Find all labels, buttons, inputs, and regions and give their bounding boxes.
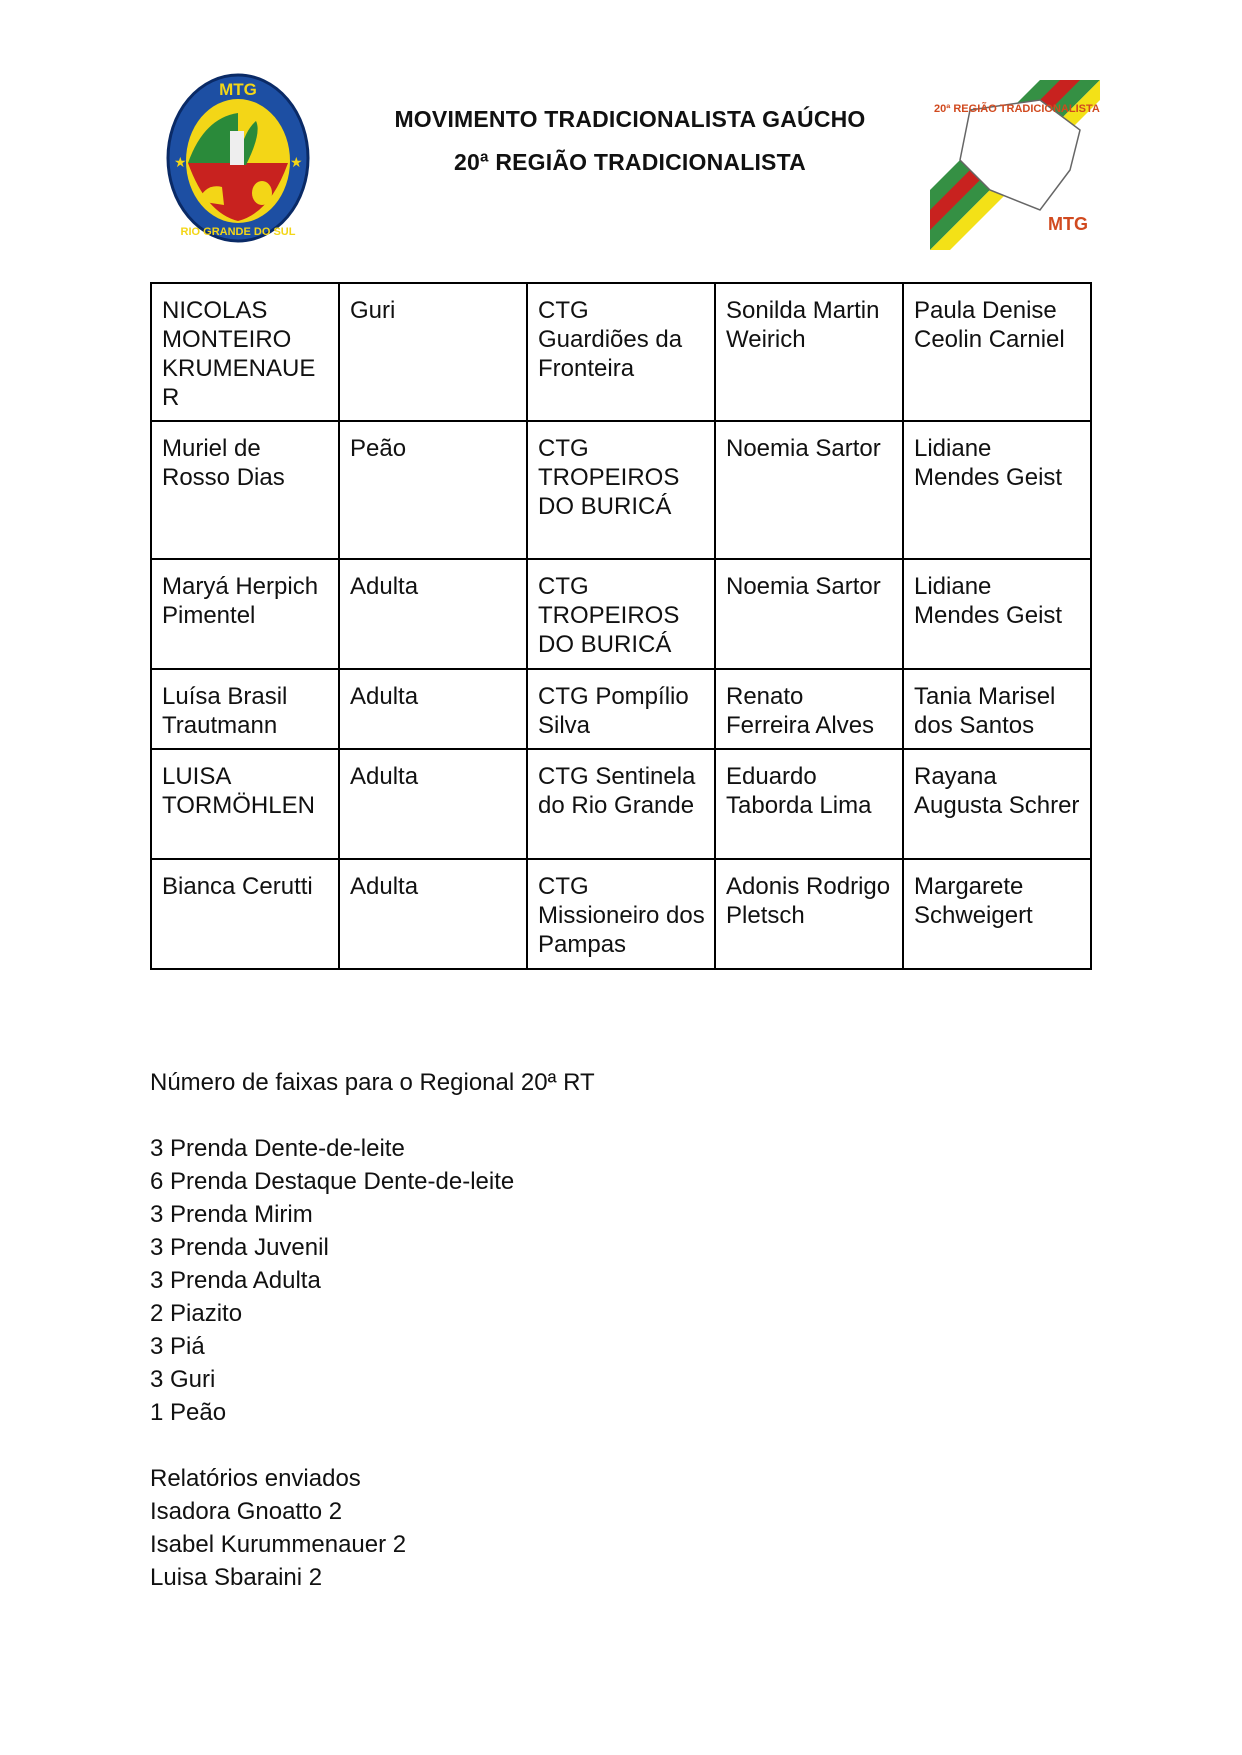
relatorio-item: Luisa Sbaraini 2 <box>150 1564 323 1591</box>
faixa-item: 3 Prenda Juvenil <box>150 1234 329 1261</box>
participant-name: NICOLAS MONTEIRO KRUMENAUER <box>151 283 339 421</box>
responsible-2: Margarete Schweigert <box>903 859 1091 969</box>
responsible-1: Adonis Rodrigo Pletsch <box>715 859 903 969</box>
ctg-name: CTG Sentinela do Rio Grande <box>527 749 715 859</box>
participant-name: Luísa Brasil Trautmann <box>151 669 339 749</box>
table-row <box>151 749 1091 859</box>
table-row <box>151 859 1091 969</box>
category: Guri <box>339 283 527 421</box>
faixa-item: 1 Peão <box>150 1399 227 1426</box>
document-title: MOVIMENTO TRADICIONALISTA GAÚCHO <box>394 106 866 132</box>
table-row <box>151 421 1091 559</box>
faixa-item: 3 Prenda Adulta <box>150 1267 321 1294</box>
ctg-name: CTG Pompílio Silva <box>527 669 715 749</box>
participant-name: LUISA TORMÖHLEN <box>151 749 339 859</box>
logo-left-bottom-text: RIO GRANDE DO SUL <box>180 226 296 238</box>
participant-name: Bianca Cerutti <box>151 859 339 969</box>
table-row <box>151 559 1091 669</box>
mtg-rs-logo <box>166 73 310 243</box>
responsible-2: Paula Denise Ceolin Carniel <box>903 283 1091 421</box>
participant-name: Maryá Herpich Pimentel <box>151 559 339 669</box>
participant-name: Muriel de Rosso Dias <box>151 421 339 559</box>
responsible-2: Lidiane Mendes Geist <box>903 421 1091 559</box>
category: Adulta <box>339 559 527 669</box>
ctg-name: CTG TROPEIROS DO BURICÁ <box>527 559 715 669</box>
relatorio-item: Isadora Gnoatto 2 <box>150 1498 343 1525</box>
logo-left-top-text: MTG <box>219 80 257 99</box>
responsible-2: Tania Marisel dos Santos <box>903 669 1091 749</box>
regiao-logo <box>930 80 1120 250</box>
table-row <box>151 669 1091 749</box>
table-row <box>151 283 1091 421</box>
ctg-name: CTG TROPEIROS DO BURICÁ <box>527 421 715 559</box>
faixa-item: 3 Prenda Mirim <box>150 1201 313 1228</box>
responsible-1: Noemia Sartor <box>715 559 903 669</box>
category: Adulta <box>339 669 527 749</box>
faixa-item: 3 Prenda Dente-de-leite <box>150 1135 405 1162</box>
ctg-name: CTG Missioneiro dos Pampas <box>527 859 715 969</box>
category: Peão <box>339 421 527 559</box>
responsible-2: Lidiane Mendes Geist <box>903 559 1091 669</box>
ctg-name: CTG Guardiões da Fronteira <box>527 283 715 421</box>
faixa-item: 3 Piá <box>150 1333 205 1360</box>
summary-section <box>150 1066 595 1594</box>
logo-right-text: 20ª REGIÃO TRADICIONALISTA <box>934 103 1100 115</box>
faixas-title: Número de faixas para o Regional 20ª RT <box>150 1069 595 1096</box>
relatorios-title: Relatórios enviados <box>150 1465 361 1492</box>
svg-text:★: ★ <box>174 154 187 170</box>
relatorio-item: Isabel Kurummenauer 2 <box>150 1531 407 1558</box>
responsible-1: Eduardo Taborda Lima <box>715 749 903 859</box>
faixa-item: 3 Guri <box>150 1366 216 1393</box>
category: Adulta <box>339 749 527 859</box>
participants-table <box>150 282 1092 970</box>
responsible-1: Sonilda Martin Weirich <box>715 283 903 421</box>
faixa-item: 6 Prenda Destaque Dente-de-leite <box>150 1168 515 1195</box>
faixa-item: 2 Piazito <box>150 1300 243 1327</box>
logo-right-brand: MTG <box>1048 214 1088 234</box>
svg-text:★: ★ <box>290 154 303 170</box>
document-subtitle: 20ª REGIÃO TRADICIONALISTA <box>454 149 806 175</box>
responsible-1: Noemia Sartor <box>715 421 903 559</box>
responsible-2: Rayana Augusta Schrer <box>903 749 1091 859</box>
responsible-1: Renato Ferreira Alves <box>715 669 903 749</box>
category: Adulta <box>339 859 527 969</box>
